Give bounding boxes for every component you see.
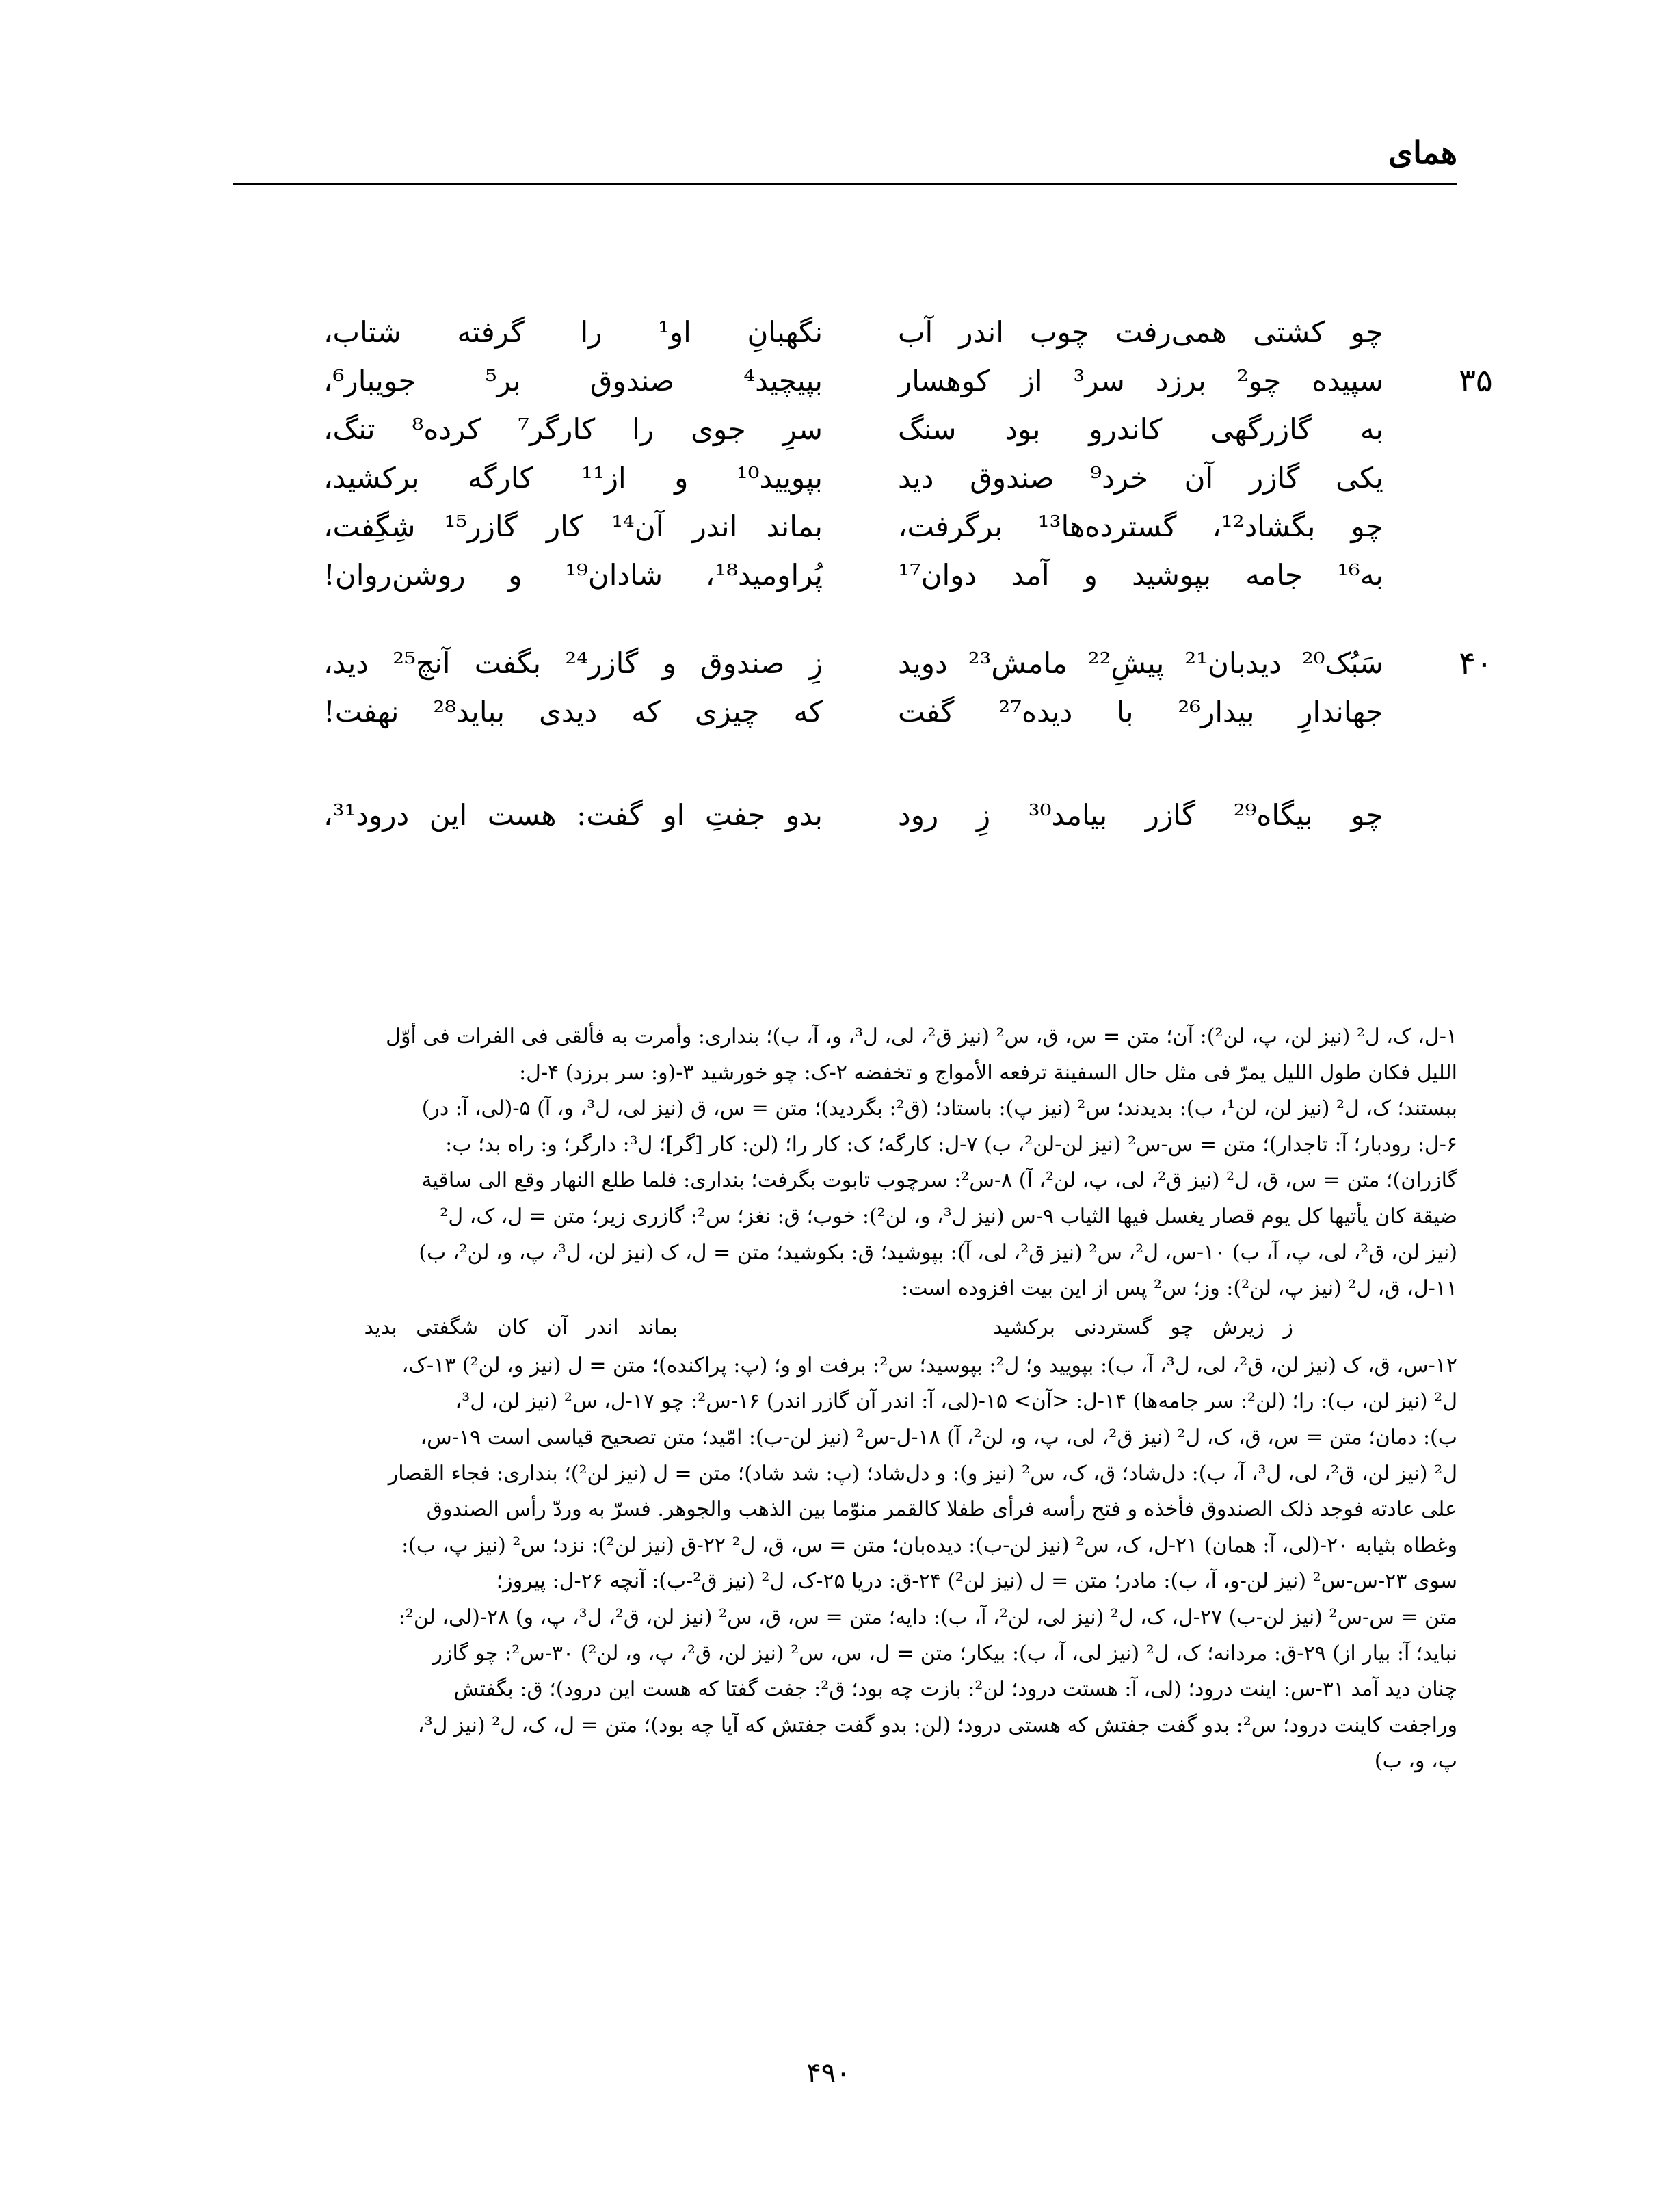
- footnote-line: (نیز لن، ق²، لی، پ، آ، ب) ۱۰-س، ل²، س² (نیز ق²، لی، آ): بپوشید؛ ق: بکوشید؛ متن = ل، ک (نیز لن، ل³، پ، و، لن²، ب): [419, 1240, 1457, 1265]
- hemistich-right: سپیده چو² برزد سر³ از کوهسار: [898, 364, 1384, 397]
- running-title: همای: [1388, 134, 1457, 171]
- inserted-verse: [199, 1310, 1457, 1345]
- footnote-line: وغطاه بثیابه ۲۰-(لی، آ: همان) ۲۱-ل، ک، س² (نیز لن-ب): دیده‌بان؛ متن = س، ق، ل² ۲۲-ق (نیز لن²): نزد؛ س² (نیز پ، ب):: [401, 1533, 1457, 1557]
- hemistich-right: چو کشتی همی‌رفت چوب اندر آب: [898, 315, 1383, 349]
- footnote-line: نباید؛ آ: بیار از) ۲۹-ق: مردانه؛ ک، ل² (نیز لی، آ، ب): بیکار؛ متن = ل، س، س² (نیز لن، ق²، پ، و، لن²) ۳۰-س²: چو گازر: [432, 1641, 1457, 1665]
- hemistich-left: زِ صندوق و گازر²⁴ بگفت آنچ²⁵ دید،: [323, 646, 823, 680]
- hemistich-left: سرِ جوی را کارگر⁷ کرده⁸ تنگ،: [323, 412, 823, 446]
- footnote-line: ۶-ل: رودبار؛ آ: تاجدار)؛ متن = س-س² (نیز لن-لن²، ب) ۷-ل: کارگه؛ ک: کار را؛ (لن: کار [گر]؛ ل³: دارگر؛ و: راه بد؛ ب:: [445, 1132, 1457, 1157]
- footnote-line: علی عادته فوجد ذلک الصندوق فأخذه و فتح رأسه فرأی طفلا کالقمر منوّما بین الذهب والجوهر. فسرّ به وردّ رأس الصندوق: [426, 1497, 1457, 1522]
- footnote-line: پ، و، ب): [1374, 1749, 1457, 1774]
- footnote-line: متن = س-س² (نیز لن-ب) ۲۷-ل، ک، ل² (نیز لی، لن²، آ، ب): دایه؛ متن = س، ق، س² (نیز لن، ق²، ل³، پ، و) ۲۸-(لی، لن²:: [398, 1605, 1457, 1629]
- footnote-line: اللیل فکان طول اللیل یمرّ فی مثل حال السفینة ترفعه الأمواج و تخفضه ۲-ک: چو خورشید ۳-(و: سر برزد) ۴-ل:: [519, 1060, 1457, 1085]
- hemistich-left: نگهبانِ او¹ را گرفته شتاب،: [323, 315, 823, 349]
- footnote-line: ل² (نیز لن، ق²، لی، ل³، آ، ب): دل‌شاد؛ ق، ک، س² (نیز و): و دل‌شاد؛ (پ: شد شاد)؛ متن = ل (نیز لن²)؛ بنداری: فجاء القصار: [388, 1461, 1457, 1486]
- hemistich-right: جهاندارِ بیدار²⁶ با دیده²⁷ گفت: [898, 695, 1383, 728]
- hemistich-right: چو بیگاه²⁹ گازر بیامد³⁰ زِ رود: [898, 798, 1383, 832]
- verse-number: ۴۰: [1459, 644, 1493, 681]
- footnote-line: ضیقة کان یأتیها کل یوم قصار یغسل فیها الثیاب ۹-س (نیز ل³، و، لن²): خوب؛ ق: نغز؛ س²: گازری زیر؛ متن = ل، ک، ل²: [440, 1204, 1457, 1228]
- footnote-line: سوی ۲۳-س-س² (نیز لن-و، آ، ب): مادر؛ متن = ل (نیز لن²) ۲۴-ق: دریا ۲۵-ک، ل² (نیز ق²-ب): آنچه ۲۶-ل: پیروز؛: [496, 1569, 1457, 1594]
- couplet: [187, 308, 1507, 356]
- hemistich-left: که چیزی که دیدی بباید²⁸ نهفت!: [323, 695, 823, 728]
- couplet: [187, 453, 1507, 502]
- verse-section: [187, 308, 1507, 839]
- hemistich-right: یکی گازر آن خرد⁹ صندوق دید: [898, 461, 1383, 495]
- footnote-line: ب): دمان؛ متن = س، ق، ک، ل² (نیز ق²، لی، پ، و، لن²، آ) ۱۸-ل-س² (نیز لن-ب): امّید؛ متن تصحیح قیاسی است ۱۹-س،: [420, 1425, 1457, 1449]
- footnote-line: وراجفت کاینت درود؛ س²: بدو گفت جفتش که هستی درود؛ (لن: بدو گفت جفتش که آیا چه بود)؛ متن = ل، ک، ل² (نیز ل³،: [417, 1713, 1457, 1737]
- couplet: [187, 791, 1507, 839]
- couplet: [187, 639, 1507, 687]
- header-rule: [233, 183, 1457, 185]
- inserted-hemistich-right: ز زیرش چو گستردنی برکشید: [993, 1315, 1293, 1339]
- footnote-line: ۱۱-ل، ق، ل² (نیز پ، لن²): وز؛ س² پس از این بیت افزوده است:: [901, 1276, 1457, 1301]
- hemistich-left: بدو جفتِ او گفت: هست این درود³¹،: [323, 798, 823, 832]
- footnote-line: ل² (نیز لن، ب): را؛ (لن²: سر جامه‌ها) ۱۴-ل: <آن> ۱۵-(لی، آ: اندر آن گازر اندر) ۱۶-س²: چو ۱۷-ل، س² (نیز لن، ل³،: [455, 1389, 1457, 1414]
- footnote-line: ببستند؛ ک، ل² (نیز لن، لن¹، ب): بدیدند؛ س² (نیز پ): باستاد؛ (ق²: بگردید)؛ متن = س، ق (نیز لی، ل³، و، آ) ۵-(لی، آ: در): [421, 1096, 1457, 1121]
- hemistich-left: بماند اندر آن¹⁴ کار گازر¹⁵ شِگِفت،: [323, 510, 823, 543]
- page-number: ۴۹۰: [806, 2057, 851, 2089]
- hemistich-left: بپویید¹⁰ و از¹¹ کارگه برکشید،: [323, 461, 823, 495]
- footnote-line: چنان دید آمد ۳۱-س: اینت درود؛ (لی، آ: هستت درود؛ لن²: بازت چه بود؛ ق²: جفت گفتا که هست این درود)؛ ق: بگفتش: [453, 1677, 1457, 1702]
- couplet: [187, 687, 1507, 736]
- footnote-line: ۱-ل، ک، ل² (نیز لن، پ، لن²): آن؛ متن = س، ق، س² (نیز ق²، لی، ل³، و، آ، ب)؛ بنداری: وأمرت به فألقی فی الفرات فی أوّل: [386, 1025, 1457, 1049]
- hemistich-left: بپیچید⁴ صندوق بر⁵ جویبار⁶،: [323, 364, 823, 397]
- verse-number: ۳۵: [1459, 362, 1493, 399]
- couplet: [187, 502, 1507, 551]
- couplet: [187, 551, 1507, 599]
- hemistich-left: پُراومید¹⁸، شادان¹⁹ و روشن‌روان!: [323, 558, 823, 592]
- hemistich-right: به¹⁶ جامه بپوشید و آمد دوان¹⁷: [898, 558, 1383, 592]
- footnotes-section: [199, 1019, 1457, 1780]
- footnote-line: گازران)؛ متن = س، ق، ل² (نیز ق²، لی، پ، لن²، آ) ۸-س²: سرچوب تابوت بگرفت؛ بنداری: فلما طلع النهار وقع الی ساقیة: [421, 1168, 1457, 1193]
- hemistich-right: به گازرگهی کاندرو بود سنگ: [898, 412, 1383, 446]
- couplet: [187, 356, 1507, 405]
- inserted-hemistich-left: بماند اندر آن کان شگفتی بدید: [364, 1315, 678, 1339]
- couplet: [187, 405, 1507, 453]
- hemistich-right: سَبُک²⁰ دیدبان²¹ پیشِ²² مامش²³ دوید: [898, 646, 1383, 680]
- footnote-line: ۱۲-س، ق، ک (نیز لن، ق²، لی، ل³، آ، ب): بپویید و؛ ل²: بپوسید؛ س²: برفت او و؛ (پ: پراکنده)؛ متن = ل (نیز و، لن²) ۱۳-ک،: [401, 1353, 1457, 1378]
- hemistich-right: چو بگشاد¹²، گسترده‌ها¹³ برگرفت،: [898, 510, 1383, 543]
